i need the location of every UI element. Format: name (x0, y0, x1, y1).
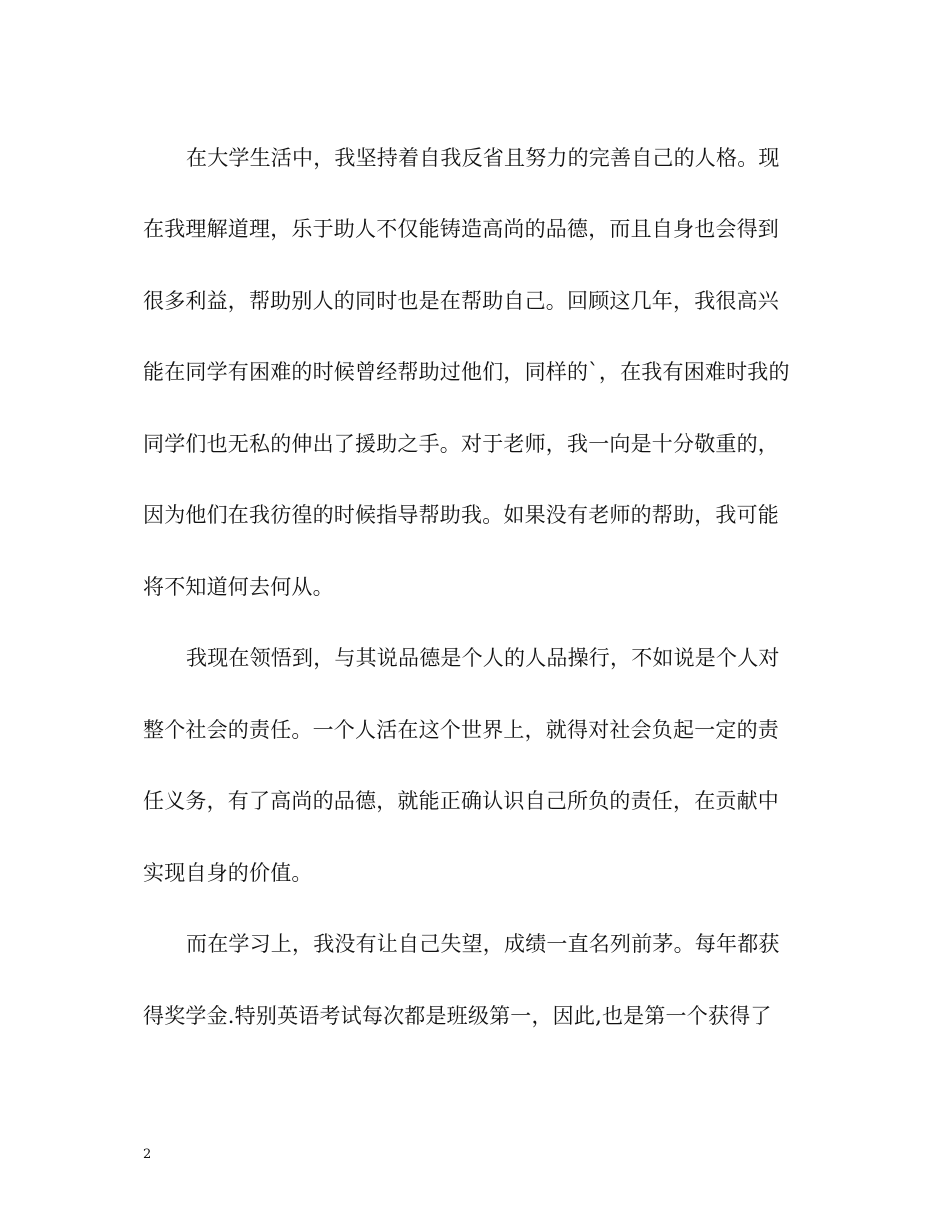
paragraph-line: 同学们也无私的伸出了援助之手。对于老师，我一向是十分敬重的， (143, 432, 779, 456)
paragraph-line: 整个社会的责任。一个人活在这个世界上，就得对社会负起一定的责 (143, 718, 779, 742)
paragraph-line: 我现在领悟到，与其说品德是个人的人品操行，不如说是个人对 (186, 646, 780, 670)
paragraph-line: 因为他们在我彷徨的时候指导帮助我。如果没有老师的帮助，我可能 (143, 503, 779, 527)
paragraph-line: 得奖学金.特别英语考试每次都是班级第一，因此,也是第一个获得了 (143, 1004, 772, 1028)
page-number: 2 (143, 1147, 152, 1162)
paragraph-line: 任义务，有了高尚的品德，就能正确认识自己所负的责任，在贡献中 (143, 789, 779, 813)
paragraph-line: 实现自身的价值。 (143, 861, 313, 885)
paragraph-line: 而在学习上，我没有让自己失望，成绩一直名列前茅。每年都获 (186, 932, 780, 956)
paragraph-line: 能在同学有困难的时候曾经帮助过他们，同样的`，在我有困难时我的 (143, 360, 790, 384)
paragraph-line: 很多利益，帮助别人的同时也是在帮助自己。回顾这几年，我很高兴 (143, 289, 779, 313)
paragraph-line: 在大学生活中，我坚持着自我反省且努力的完善自己的人格。现 (186, 146, 780, 170)
paragraph-line: 将不知道何去何从。 (143, 575, 334, 599)
paragraph-line: 在我理解道理，乐于助人不仅能铸造高尚的品德，而且自身也会得到 (143, 217, 779, 241)
